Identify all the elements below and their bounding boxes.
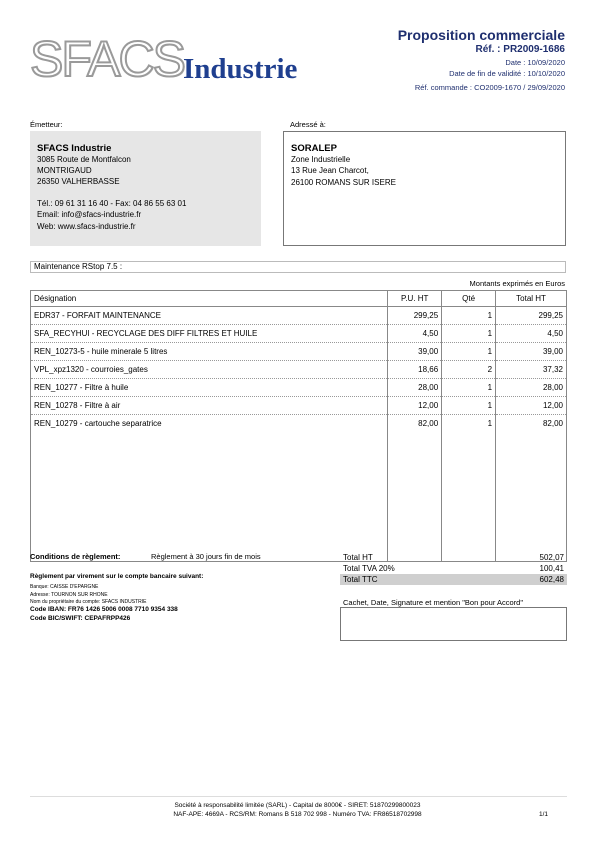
cell-quantity: 2	[442, 361, 496, 379]
issuer-web: Web: www.sfacs-industrie.fr	[37, 222, 136, 231]
signature-box	[340, 607, 567, 641]
table-header-row	[31, 291, 567, 307]
account-owner: Nom du propriétaire du compte: SFACS INDUSTRIE	[30, 599, 147, 605]
cell-designation: REN_10278 - Filtre à air	[31, 397, 388, 415]
footer-registration-line: NAF-APE: 4669A - RCS/RM: Romans B 518 702 998 - Numéro TVA: FR86518702998	[173, 811, 422, 818]
page-number: 1/1	[538, 811, 548, 818]
header-total: Total HT	[496, 291, 567, 307]
document-reference: Réf. : PR2009-1686	[475, 44, 565, 55]
recipient-address-line: Zone Industrielle	[291, 155, 351, 164]
table-row	[31, 397, 567, 415]
cell-quantity: 1	[442, 343, 496, 361]
table-row	[31, 325, 567, 343]
cell-unit-price: 12,00	[388, 397, 442, 415]
issuer-email: Email: info@sfacs-industrie.fr	[37, 210, 142, 219]
total-tva-label: Total TVA 20%	[343, 564, 395, 573]
cell-quantity: 1	[442, 379, 496, 397]
issuer-name: SFACS Industrie	[37, 143, 112, 154]
cell-total: 82,00	[496, 415, 567, 433]
proposal-note: Maintenance RStop 7.5 :	[30, 261, 566, 273]
header-unit-price: P.U. HT	[388, 291, 442, 307]
cell-designation: EDR37 - FORFAIT MAINTENANCE	[31, 307, 388, 325]
document-title: Proposition commerciale	[397, 27, 565, 43]
cell-unit-price: 299,25	[388, 307, 442, 325]
table-row	[31, 415, 567, 433]
issuer-label: Émetteur:	[30, 120, 63, 129]
total-ttc-label: Total TTC	[343, 575, 378, 584]
table-row	[31, 307, 567, 325]
bank-bic: Code BIC/SWIFT: CEPAFRPP426	[30, 615, 131, 622]
validity-date: Date de fin de validité : 10/10/2020	[449, 69, 565, 78]
cell-unit-price: 39,00	[388, 343, 442, 361]
table-row	[31, 379, 567, 397]
signature-label: Cachet, Date, Signature et mention "Bon pour Accord"	[343, 598, 524, 607]
issuer-phone-fax: Tél.: 09 61 31 16 40 - Fax: 04 86 55 63 01	[37, 199, 187, 208]
total-ht-row	[340, 552, 567, 563]
total-ttc-value: 602,48	[539, 575, 564, 584]
cell-designation: REN_10277 - Filtre à huile	[31, 379, 388, 397]
recipient-address-line: 26100 ROMANS SUR ISERE	[291, 178, 396, 187]
cell-unit-price: 4,50	[388, 325, 442, 343]
items-table	[30, 290, 567, 562]
table-filler-row	[31, 432, 567, 562]
issuer-address-line: 26350 VALHERBASSE	[37, 177, 120, 186]
currency-note: Montants exprimés en Euros	[469, 279, 565, 288]
cell-total: 12,00	[496, 397, 567, 415]
table-row	[31, 361, 567, 379]
total-ttc-row	[340, 574, 567, 585]
cell-total: 37,32	[496, 361, 567, 379]
issuer-box	[30, 131, 261, 246]
recipient-name: SORALEP	[291, 143, 337, 154]
recipient-address-line: 13 Rue Jean Charcot,	[291, 166, 369, 175]
total-tva-value: 100,41	[539, 564, 564, 573]
total-ht-label: Total HT	[343, 553, 373, 562]
cell-unit-price: 18,66	[388, 361, 442, 379]
order-reference: Réf. commande : CO2009-1670 / 29/09/2020	[414, 83, 565, 92]
cell-total: 39,00	[496, 343, 567, 361]
issuer-address-line: MONTRIGAUD	[37, 166, 92, 175]
header-designation: Désignation	[31, 291, 388, 307]
bank-name: Banque: CAISSE D'EPARGNE	[30, 584, 99, 590]
total-ht-value: 502,07	[539, 553, 564, 562]
cell-designation: VPL_xpz1320 - courroies_gates	[31, 361, 388, 379]
cell-designation: SFA_RECYHUI - RECYCLAGE DES DIFF FILTRES ET HUILE	[31, 325, 388, 343]
cell-quantity: 1	[442, 307, 496, 325]
footer-divider	[30, 796, 567, 797]
logo-sfacs-text: SFACS	[30, 31, 184, 87]
cell-quantity: 1	[442, 397, 496, 415]
total-tva-row	[340, 563, 567, 574]
payment-conditions-value: Règlement à 30 jours fin de mois	[151, 552, 261, 561]
document-date: Date : 10/09/2020	[505, 58, 565, 67]
recipient-label: Adressé à:	[290, 120, 326, 129]
cell-designation: REN_10273-5 - huile minerale 5 litres	[31, 343, 388, 361]
header-quantity: Qté	[442, 291, 496, 307]
cell-total: 299,25	[496, 307, 567, 325]
logo-industrie-text: Industrie	[183, 53, 298, 85]
payment-conditions-label: Conditions de règlement:	[30, 552, 121, 561]
bank-address: Adresse: TOURNON SUR RHONE	[30, 592, 108, 598]
cell-total: 28,00	[496, 379, 567, 397]
cell-unit-price: 28,00	[388, 379, 442, 397]
cell-unit-price: 82,00	[388, 415, 442, 433]
bank-iban: Code IBAN: FR76 1426 5006 0008 7710 9354 338	[30, 606, 178, 613]
table-row	[31, 343, 567, 361]
cell-quantity: 1	[442, 415, 496, 433]
cell-total: 4,50	[496, 325, 567, 343]
cell-designation: REN_10279 - cartouche separatrice	[31, 415, 388, 433]
totals-block	[340, 552, 567, 585]
recipient-box	[283, 131, 566, 246]
cell-quantity: 1	[442, 325, 496, 343]
issuer-address-line: 3085 Route de Montfalcon	[37, 155, 131, 164]
footer-legal-line: Société à responsabilité limitée (SARL) - Capital de 8000€ - SIRET: 51870299800023	[174, 802, 421, 809]
bank-transfer-title: Règlement par virement sur le compte bancaire suivant:	[30, 573, 204, 580]
